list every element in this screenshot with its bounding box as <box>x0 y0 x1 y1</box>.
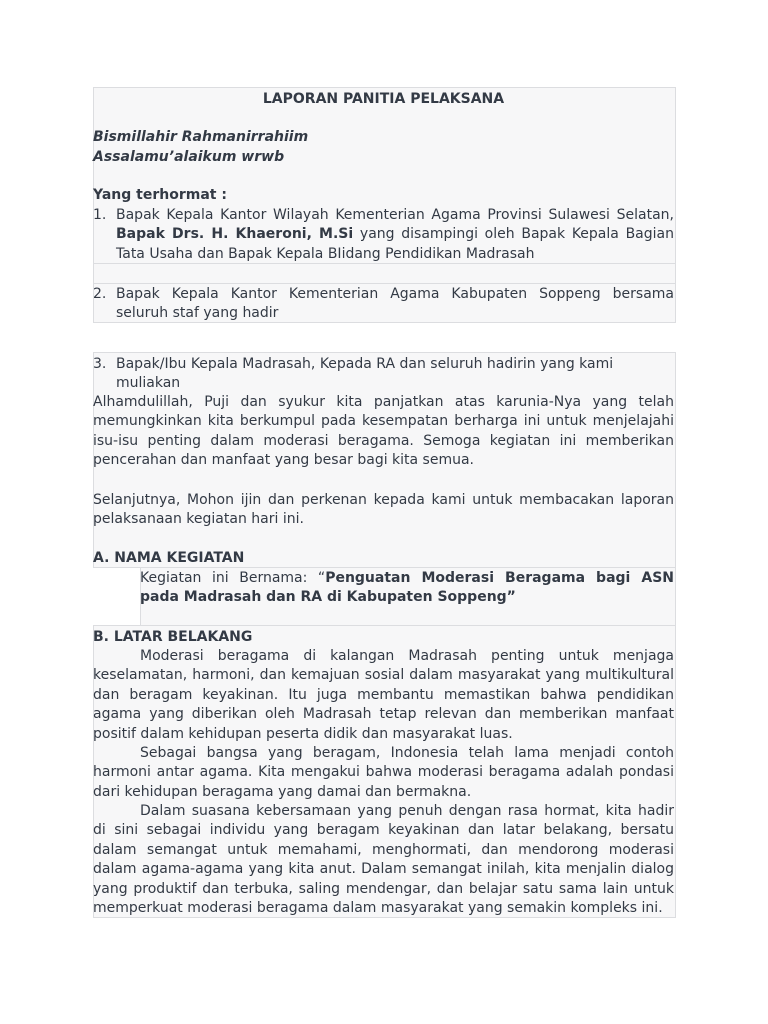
list-number: 1. <box>93 207 107 223</box>
official-name: Bapak Drs. H. Khaeroni, M.Si <box>116 226 354 243</box>
addressee-text <box>116 206 674 264</box>
addressee-item-2 <box>93 285 674 324</box>
page-title: LAPORAN PANITIA PELAKSANA <box>262 91 505 107</box>
addressee-text-post: yang disampingi oleh Bapak Kepala Bagian Tata Usaha dan Bapak Kepala BIidang Pendidikan Madrasah <box>116 226 674 262</box>
background-paragraph-3: Dalam suasana kebersamaan yang penuh dengan rasa hormat, kita hadir di sini sebagai individu yang beragam keyakinan dan latar belakang, bersatu dalam semangat untuk memahami, menghormati, dan mendorong moderasi dalam agama-agama yang kita anut. Dalam semangat inilah, kita menjalin dialog yang produktif dan terbuka, saling mendengar, dan belajar satu sama lain untuk memperkuat moderasi beragama dalam masyarakat yang semakin kompleks ini. <box>93 803 674 917</box>
opening-paragraph: Alhamdulillah, Puji dan syukur kita panjatkan atas karunia-Nya yang telah memungkinkan kita berkumpul pada kesempatan berharga ini untuk menjelajahi isu-isu penting dalam moderasi beragama. Semoga kegiatan ini memberikan pencerahan dan manfaat yang besar bagi kita semua. <box>93 394 674 469</box>
empty-row-box <box>93 263 676 284</box>
request-paragraph: Selanjutnya, Mohon ijin dan perkenan kepada kami untuk membacakan laporan pelaksanaan kegiatan hari ini. <box>93 492 674 528</box>
addressee-text: Bapak/Ibu Kepala Madrasah, Kepada RA dan seluruh hadirin yang kami muliakan <box>116 356 614 392</box>
list-number: 2. <box>93 286 107 302</box>
greeting-bismillah: Bismillahir Rahmanirrahiim <box>93 129 309 145</box>
addressee-text-pre: Bapak Kepala Kantor Wilayah Kementerian Agama Provinsi Sulawesi Selatan, <box>116 207 674 223</box>
section-b-heading: B. LATAR BELAKANG <box>93 629 253 645</box>
greeting-salam: Assalamu’alaikum wrwb <box>93 149 285 165</box>
background-paragraph-2: Sebagai bangsa yang beragam, Indonesia telah lama menjadi contoh harmoni antar agama. Kita mengakui bahwa moderasi beragama adalah pondasi dari kehidupan beragama yang damai dan bermakna. <box>93 745 674 800</box>
addressee-item-3 <box>93 355 674 394</box>
addressee-item-1 <box>93 206 674 264</box>
activity-name: Penguatan Moderasi Beragama bagi ASN pada Madrasah dan RA di Kabupaten Soppeng” <box>140 570 674 606</box>
list-number: 3. <box>93 356 107 372</box>
activity-name-prefix: Kegiatan ini Bernama: “ <box>140 570 326 586</box>
addressee-text: Bapak Kepala Kantor Kementerian Agama Kabupaten Soppeng bersama seluruh staf yang hadir <box>116 286 674 322</box>
addressee-heading: Yang terhormat : <box>93 187 227 203</box>
activity-name-text <box>140 569 674 608</box>
background-paragraph-1: Moderasi beragama di kalangan Madrasah penting untuk menjaga keselamatan, harmoni, dan kemajuan sosial dalam masyarakat yang multikultural dan beragam keyakinan. Itu juga membantu memastikan bahwa pendidikan agama yang diberikan oleh Madrasah tetap relevan dan memberikan manfaat positif dalam kehidupan peserta didik dan masyarakat luas. <box>93 648 674 742</box>
section-a-heading: A. NAMA KEGIATAN <box>93 550 245 566</box>
